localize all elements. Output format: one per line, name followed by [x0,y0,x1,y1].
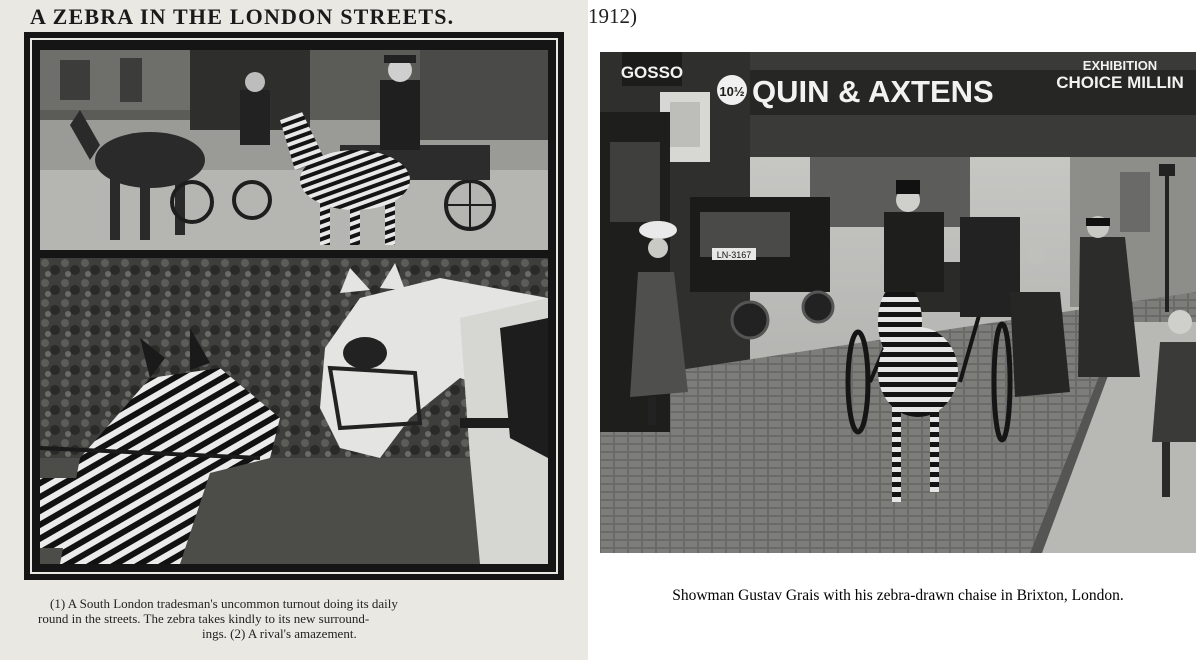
zebra-cart-street-image [40,50,548,250]
gosso-sign-text: GOSSO [620,63,684,82]
zebra-and-horse-image [40,258,548,564]
price-badge-text: 10½ [719,84,745,99]
quin-axtens-sign-text: QUIN & AXTENS [752,74,994,109]
zebra-and-horse-photo [40,258,548,564]
clipping-caption-line: round in the streets. The zebra takes kindly to its new surround- [38,611,370,626]
street-photo-caption: Showman Gustav Grais with his zebra-drawn chaise in Brixton, London. [672,587,1124,604]
clipping-caption-line: ings. (2) A rival's amazement. [202,626,357,641]
newspaper-clipping [0,0,588,660]
year-tag: 1912) [588,4,637,28]
clipping-caption-line: (1) A South London tradesman's uncommon turnout doing its daily [50,596,398,611]
zebra-cart-street-photo [40,50,548,250]
brixton-street-image [600,52,1196,553]
clipping-headline: A ZEBRA IN THE LONDON STREETS. [30,4,455,29]
photo-plate [24,32,564,580]
brixton-street-photo [600,52,1196,553]
clipping-caption [36,596,566,641]
exhibition-sign-text: EXHIBITION [1082,58,1158,73]
choice-millin-sign-text: CHOICE MILLIN [1056,73,1184,92]
car-number-plate: LN-3167 [716,250,752,260]
